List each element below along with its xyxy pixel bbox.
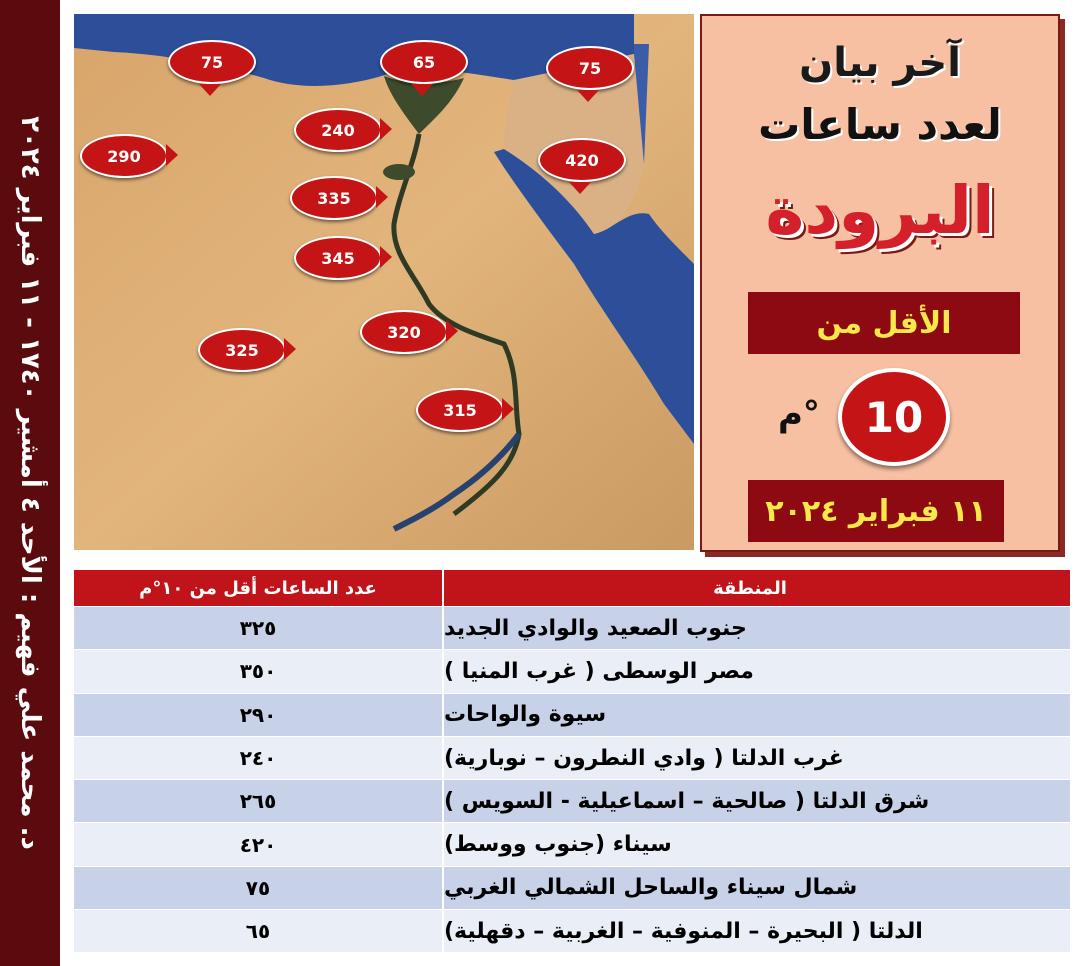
marker-value: 240 [294, 108, 382, 152]
row-hours: ٤٢٠ [74, 823, 444, 865]
author-strip-text: د. محمد علي فهيم : الأحد ٤ أمشير ١٧٤٠ - ١١ فبراير ٢٠٢٤ [15, 116, 45, 850]
marker-pointer [446, 320, 458, 342]
table-row [74, 650, 1070, 693]
row-hours: ٢٤٠ [74, 737, 444, 779]
header-hours: عدد الساعات أقل من ١٠°م [74, 570, 444, 606]
table-row [74, 867, 1070, 910]
row-region: جنوب الصعيد والوادي الجديد [444, 615, 747, 641]
marker-pointer [411, 84, 433, 96]
row-hours: ٣٢٥ [74, 607, 444, 649]
panel-heading-line1: آخر بيان [799, 40, 961, 86]
row-region: غرب الدلتا ( وادي النطرون – نوبارية) [444, 745, 844, 771]
row-region: مصر الوسطى ( غرب المنيا ) [444, 658, 754, 684]
marker-pointer [376, 186, 388, 208]
marker-value: 290 [80, 134, 168, 178]
marker-pointer [199, 84, 221, 96]
marker-value: 325 [198, 328, 286, 372]
info-panel [700, 14, 1060, 552]
header-region: المنطقة [713, 577, 787, 599]
marker-pointer [569, 182, 591, 194]
marker-pointer [502, 398, 514, 420]
table-row [74, 607, 1070, 650]
row-region: سيوة والواحات [444, 702, 607, 728]
egypt-map [74, 14, 694, 550]
temperature-unit: °م [778, 394, 820, 434]
table-header-row [74, 570, 1070, 607]
marker-pointer [380, 246, 392, 268]
author-strip [0, 0, 60, 966]
panel-heading-line2: لعدد ساعات [758, 100, 1002, 149]
marker-value: 315 [416, 388, 504, 432]
row-hours: ٣٥٠ [74, 650, 444, 692]
row-hours: ٢٩٠ [74, 694, 444, 736]
table-row [74, 823, 1070, 866]
row-hours: ٦٥ [74, 910, 444, 952]
row-hours: ٢٦٥ [74, 780, 444, 822]
table-row [74, 737, 1070, 780]
row-region: سيناء (جنوب ووسط) [444, 832, 672, 858]
row-hours: ٧٥ [74, 867, 444, 909]
marker-value: 75 [546, 46, 634, 90]
row-region: شرق الدلتا ( صالحية – اسماعيلية - السويس ) [444, 788, 930, 814]
cold-hours-table [74, 570, 1070, 953]
marker-value: 75 [168, 40, 256, 84]
table-row [74, 910, 1070, 953]
marker-value: 65 [380, 40, 468, 84]
row-region: الدلتا ( البحيرة – المنوفية – الغربية – دقهلية) [444, 918, 923, 944]
marker-pointer [284, 338, 296, 360]
marker-pointer [166, 144, 178, 166]
marker-value: 335 [290, 176, 378, 220]
marker-pointer [577, 90, 599, 102]
date-label: ١١ فبراير ٢٠٢٤ [748, 480, 1004, 542]
temperature-badge: 10 [838, 368, 950, 466]
panel-title: البرودة [765, 172, 995, 249]
table-row [74, 780, 1070, 823]
table-row [74, 694, 1070, 737]
marker-value: 345 [294, 236, 382, 280]
marker-value: 320 [360, 310, 448, 354]
marker-pointer [380, 118, 392, 140]
less-than-label: الأقل من [748, 292, 1020, 354]
map-graphic [74, 14, 694, 550]
marker-value: 420 [538, 138, 626, 182]
fayoum-oasis [383, 164, 415, 180]
row-region: شمال سيناء والساحل الشمالي الغربي [444, 875, 858, 901]
